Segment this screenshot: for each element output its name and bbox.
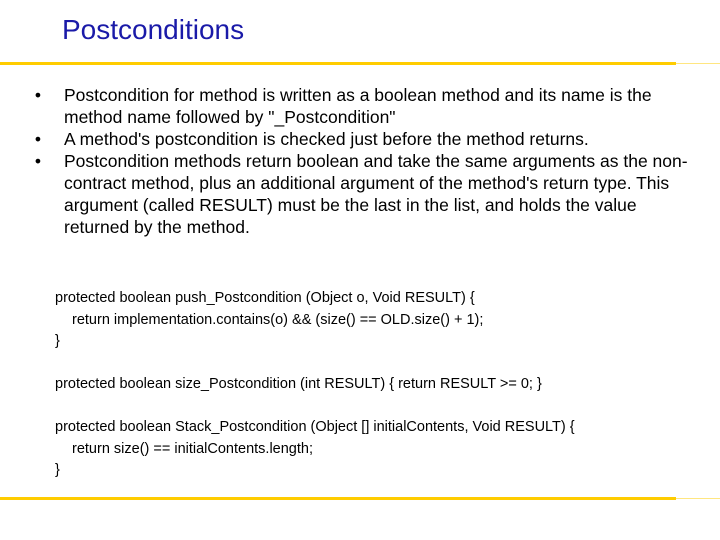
- bullet-item: [30, 84, 702, 128]
- code-line: }: [55, 462, 60, 478]
- bottom-divider: [0, 497, 676, 500]
- bullet-dot-icon: •: [34, 151, 42, 171]
- bullet-item: [30, 150, 702, 238]
- slide-title: Postconditions: [62, 14, 245, 45]
- code-line: }: [55, 333, 60, 349]
- code-line: return size() == initialContents.length;: [72, 440, 313, 457]
- code-line: return implementation.contains(o) && (size() == OLD.size() + 1);: [72, 311, 484, 328]
- bullet-list: [30, 84, 702, 238]
- top-divider-tail: [676, 63, 720, 64]
- bullet-item: [30, 128, 702, 150]
- code-spacer: [55, 396, 705, 418]
- bullet-text: Postcondition for method is written as a boolean method and its name is the method name followed by "_Postcondition": [64, 85, 652, 127]
- code-line: protected boolean Stack_Postcondition (Object [] initialContents, Void RESULT) {: [55, 419, 575, 435]
- bullet-text: A method's postcondition is checked just before the method returns.: [64, 129, 589, 149]
- bottom-divider-tail: [676, 498, 720, 499]
- bullet-dot-icon: •: [34, 85, 42, 105]
- code-line: protected boolean size_Postcondition (int RESULT) { return RESULT >= 0; }: [55, 376, 542, 392]
- bullet-dot-icon: •: [34, 129, 42, 149]
- code-example: [55, 288, 705, 482]
- code-spacer: [55, 353, 705, 375]
- bullet-text: Postcondition methods return boolean and take the same arguments as the non-contract method, plus an additional argument of the method's return type. This argument (called RESULT) must be the last in the list, and holds the value returned by the method.: [64, 151, 688, 237]
- code-line: protected boolean push_Postcondition (Object o, Void RESULT) {: [55, 290, 475, 306]
- top-divider: [0, 62, 676, 65]
